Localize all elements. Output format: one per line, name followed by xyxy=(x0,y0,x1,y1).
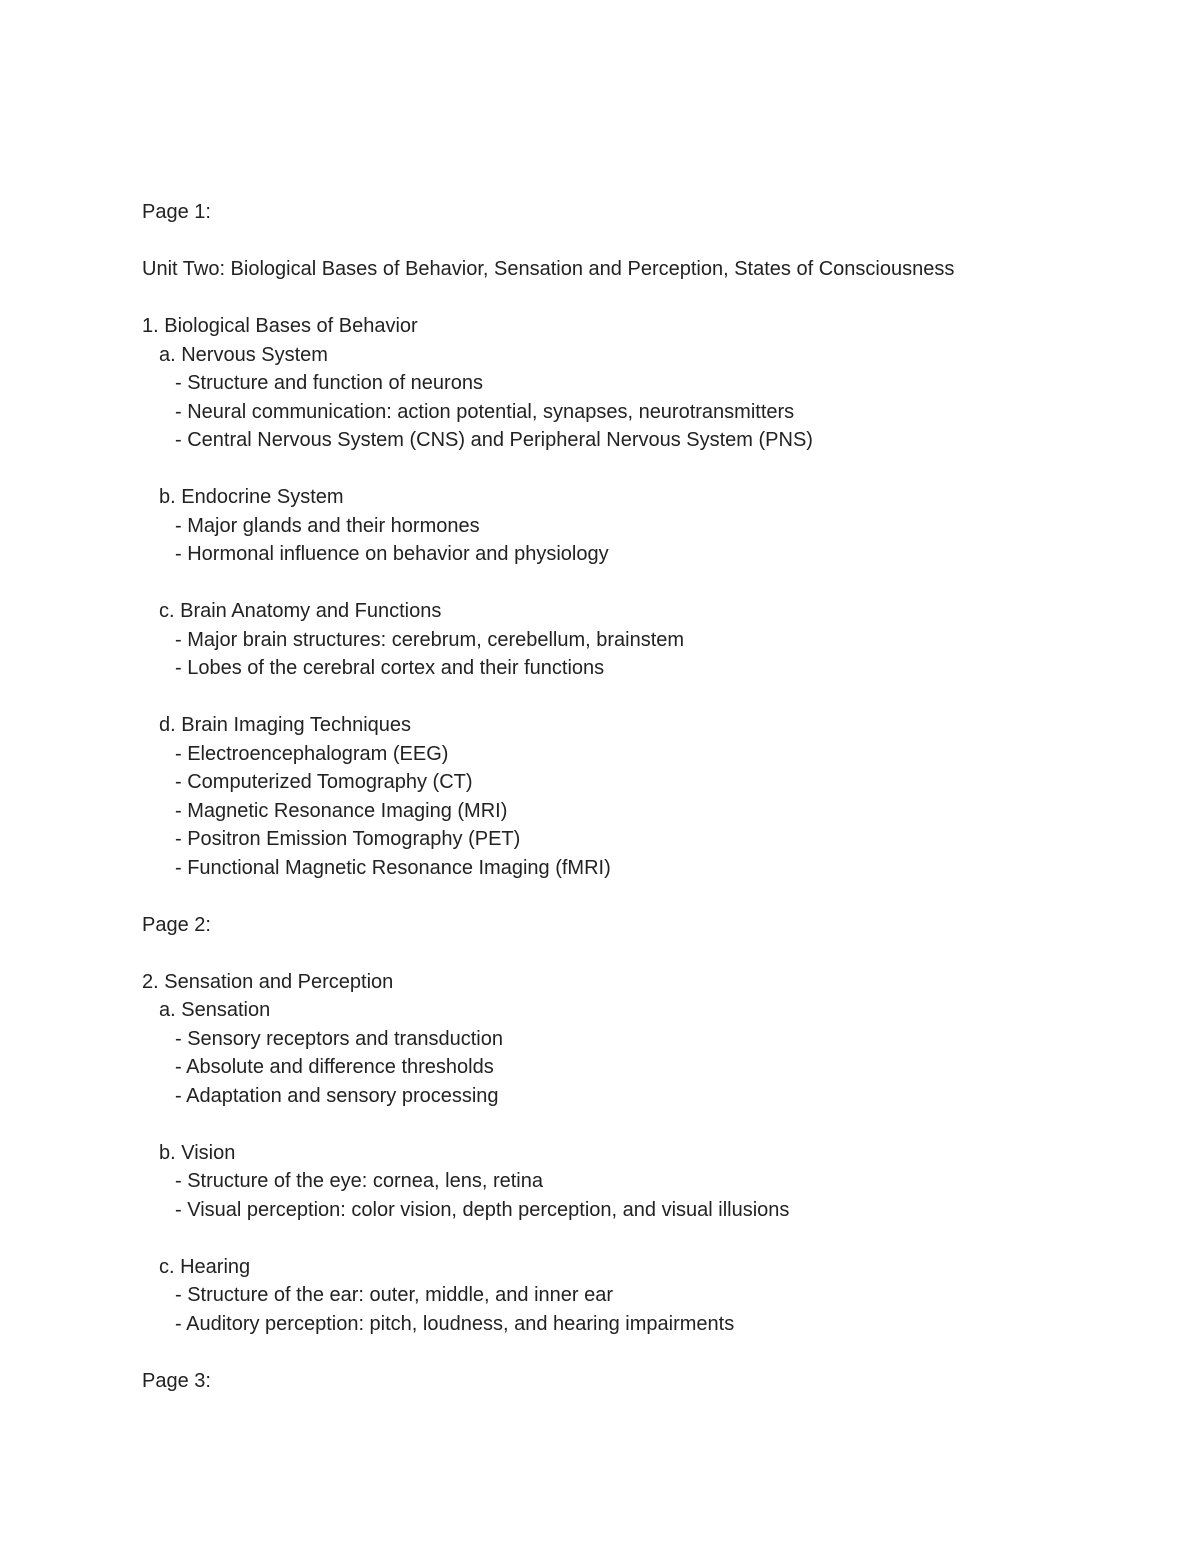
section-heading: 1. Biological Bases of Behavior xyxy=(142,315,418,337)
list-item: - Visual perception: color vision, depth perception, and visual illusions xyxy=(175,1198,790,1221)
subsection-title: a. Sensation xyxy=(159,999,271,1021)
list-item: - Structure of the ear: outer, middle, and inner ear xyxy=(175,1284,614,1306)
spacer xyxy=(142,569,1142,598)
section-heading: 2. Sensation and Perception xyxy=(142,970,394,993)
list-item: - Major glands and their hormones xyxy=(175,514,480,537)
list-item: - Computerized Tomography (CT) xyxy=(175,771,473,793)
spacer xyxy=(142,1338,1142,1367)
spacer xyxy=(142,455,1142,484)
list-item: - Absolute and difference thresholds xyxy=(175,1056,494,1078)
list-item: - Electroencephalogram (EEG) xyxy=(175,742,449,765)
list-item: - Central Nervous System (CNS) and Peripheral Nervous System (PNS) xyxy=(175,429,813,451)
page-label: Page 1: xyxy=(142,201,211,223)
page-label: Page 3: xyxy=(142,1369,211,1392)
list-item: - Neural communication: action potential, synapses, neurotransmitters xyxy=(175,400,795,423)
list-item: - Major brain structures: cerebrum, cerebellum, brainstem xyxy=(175,628,685,651)
spacer xyxy=(142,1110,1142,1139)
subsection-title: c. Hearing xyxy=(159,1255,251,1278)
list-item: - Lobes of the cerebral cortex and their functions xyxy=(175,657,605,679)
spacer xyxy=(142,939,1142,968)
list-item: - Positron Emission Tomography (PET) xyxy=(175,828,521,850)
list-item: - Sensory receptors and transduction xyxy=(175,1027,503,1050)
subsection-title: b. Vision xyxy=(159,1141,236,1164)
subsection-title: b. Endocrine System xyxy=(159,486,344,508)
list-item: - Structure of the eye: cornea, lens, retina xyxy=(175,1170,543,1192)
spacer xyxy=(142,227,1142,256)
unit-title: Unit Two: Biological Bases of Behavior, Sensation and Perception, States of Consciousness xyxy=(142,258,955,280)
list-item: - Hormonal influence on behavior and physiology xyxy=(175,543,609,565)
spacer xyxy=(142,683,1142,712)
list-item: - Adaptation and sensory processing xyxy=(175,1084,499,1107)
list-item: - Functional Magnetic Resonance Imaging (fMRI) xyxy=(175,856,611,879)
subsection-title: d. Brain Imaging Techniques xyxy=(159,714,412,736)
spacer xyxy=(142,882,1142,911)
list-item: - Auditory perception: pitch, loudness, and hearing impairments xyxy=(175,1312,735,1335)
document-page xyxy=(142,198,1142,1395)
page-label: Page 2: xyxy=(142,913,211,936)
spacer xyxy=(142,1224,1142,1253)
list-item: - Structure and function of neurons xyxy=(175,372,483,394)
list-item: - Magnetic Resonance Imaging (MRI) xyxy=(175,799,508,822)
subsection-title: a. Nervous System xyxy=(159,343,328,366)
spacer xyxy=(142,284,1142,313)
subsection-title: c. Brain Anatomy and Functions xyxy=(159,600,442,622)
